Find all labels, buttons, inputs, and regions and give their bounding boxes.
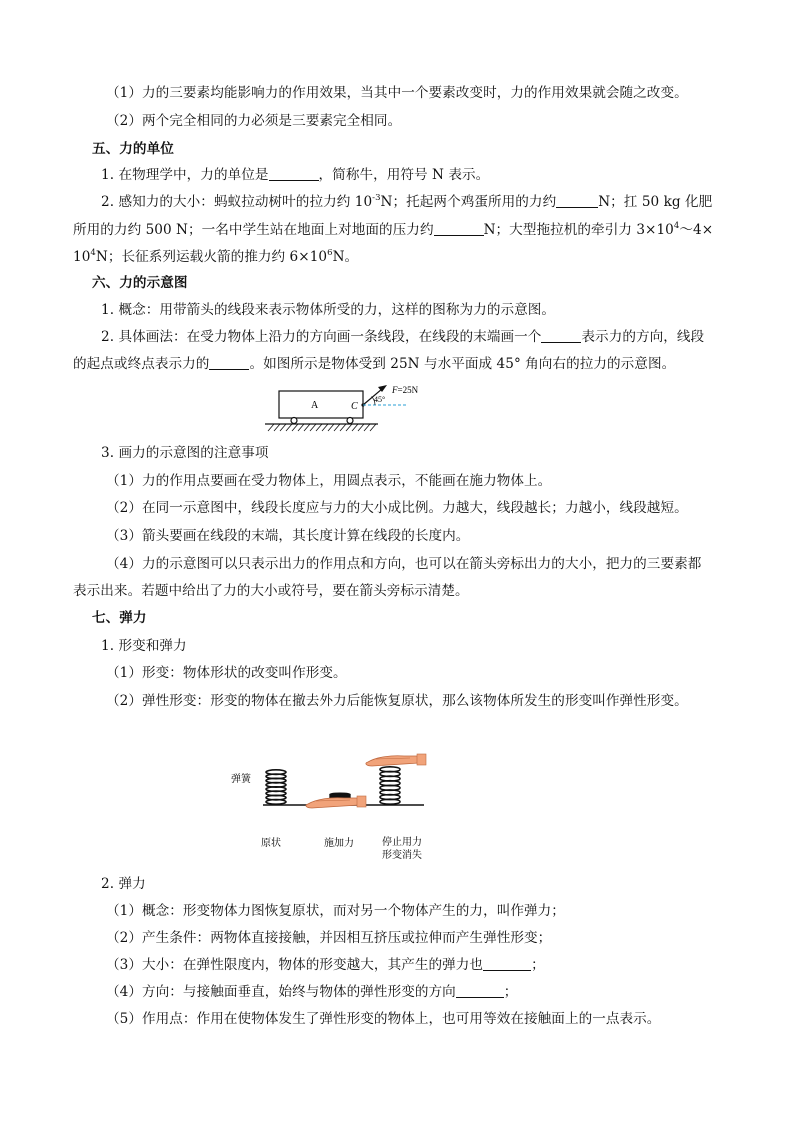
text-line: （2）两个完全相同的力必须是三要素完全相同。 (106, 113, 402, 129)
text-line: 1. 在物理学中，力的单位是 ，简称牛，用符号 N 表示。 (101, 167, 490, 183)
section-heading: 七、弹力 (92, 610, 147, 626)
text-line: 2. 具体画法：在受力物体上沿力的方向画一条线段，在线段的末端画一个 表示力的方向，线段 (101, 329, 705, 345)
text-line: （2）在同一示意图中，线段长度应与力的大小成比例。力越大，线段越长；力越小，线段越短。 (106, 500, 688, 516)
ground-hatching (268, 424, 376, 431)
text-line: （1）力的三要素均能影响力的作用效果，当其中一个要素改变时，力的作用效果就会随之改变。 (106, 85, 688, 101)
spring-original (266, 770, 286, 804)
text-line: （4）力的示意图可以只表示出力的作用点和方向，也可以在箭头旁标出力的大小，把力的三要素都 (106, 556, 702, 572)
text-line: （1）概念：形变物体力图恢复原状，而对另一个物体产生的力，叫作弹力； (106, 903, 565, 919)
answer-blank[interactable] (269, 166, 319, 181)
text-line: （1）形变：物体形状的改变叫作形变。 (106, 665, 347, 681)
text-line: （3）大小：在弹性限度内，物体的形变越大，其产生的弹力也 ； (106, 957, 545, 973)
spring-diagram (226, 724, 446, 866)
text-line: 1. 概念：用带箭头的线段来表示物体所受的力，这样的图称为力的示意图。 (101, 302, 556, 318)
answer-blank[interactable] (434, 221, 484, 236)
force-label: F=25N (392, 385, 419, 395)
answer-blank[interactable] (209, 355, 249, 370)
text-line: （2）弹性形变：形变的物体在撤去外力后能恢复原状，那么该物体所发生的形变叫作弹性形变。 (106, 693, 688, 709)
text-line: （1）力的作用点要画在受力物体上，用圆点表示，不能画在施力物体上。 (106, 473, 552, 489)
spring-label: 弹簧 (231, 774, 251, 785)
spring-released (380, 767, 400, 804)
point-label: C (351, 401, 358, 412)
text-line: 3. 画力的示意图的注意事项 (101, 445, 269, 461)
text-line: 的起点或终点表示力的 。如图所示是物体受到 25N 与水平面成 45° 角向右的拉力的示意图。 (73, 356, 676, 372)
caption-force: 施加力 (324, 838, 354, 849)
text-line: 所用的力约 500 N；一名中学生站在地面上对地面的压力约 N；大型拖拉机的牵引力 $3\times 10^4\sim 4\times$ (73, 221, 714, 238)
hand-icon (366, 754, 426, 766)
angle-label: 45° (374, 395, 386, 404)
text-line: （4）方向：与接触面垂直，始终与物体的弹性形变的方向 ； (106, 984, 518, 1000)
text-line: （5）作用点：作用在使物体发生了弹性形变的物体上，也可用等效在接触面上的一点表示。 (106, 1011, 661, 1027)
section-heading: 六、力的示意图 (92, 275, 188, 291)
spring-coil (266, 770, 286, 775)
text-line: 2. 感知力的大小：蚂蚁拉动树叶的拉力约 $10^{-3}N$；托起两个鸡蛋所用的力约 N；扛 50 kg 化肥 (101, 193, 713, 210)
answer-blank[interactable] (456, 983, 504, 998)
wheel (347, 418, 353, 424)
answer-blank[interactable] (541, 328, 581, 343)
spring-coil (380, 767, 400, 772)
section-heading: 五、力的单位 (92, 141, 174, 157)
caption-disappear: 形变消失 (382, 850, 422, 861)
hand-icon (306, 796, 366, 808)
text-line: 2. 弹力 (101, 876, 146, 892)
text-line: $10^4N$；长征系列运载火箭的推力约 $6\times 10^6N$。 (73, 248, 359, 265)
text-line: （2）产生条件：两物体直接接触，并因相互挤压或拉伸而产生弹性形变； (106, 930, 552, 946)
text-line: （3）箭头要画在线段的末端，其长度计算在线段的长度内。 (106, 528, 470, 544)
answer-blank[interactable] (483, 956, 531, 971)
force-diagram (260, 378, 420, 440)
text-line: 表示出来。若题中给出了力的大小或符号，要在箭头旁标示清楚。 (73, 583, 469, 599)
caption-stop: 停止用力 (382, 837, 422, 848)
wheel (291, 418, 297, 424)
caption-original: 原状 (261, 838, 281, 849)
answer-blank[interactable] (556, 193, 598, 208)
text-line: 1. 形变和弹力 (101, 638, 187, 654)
block-label: A (311, 400, 319, 411)
